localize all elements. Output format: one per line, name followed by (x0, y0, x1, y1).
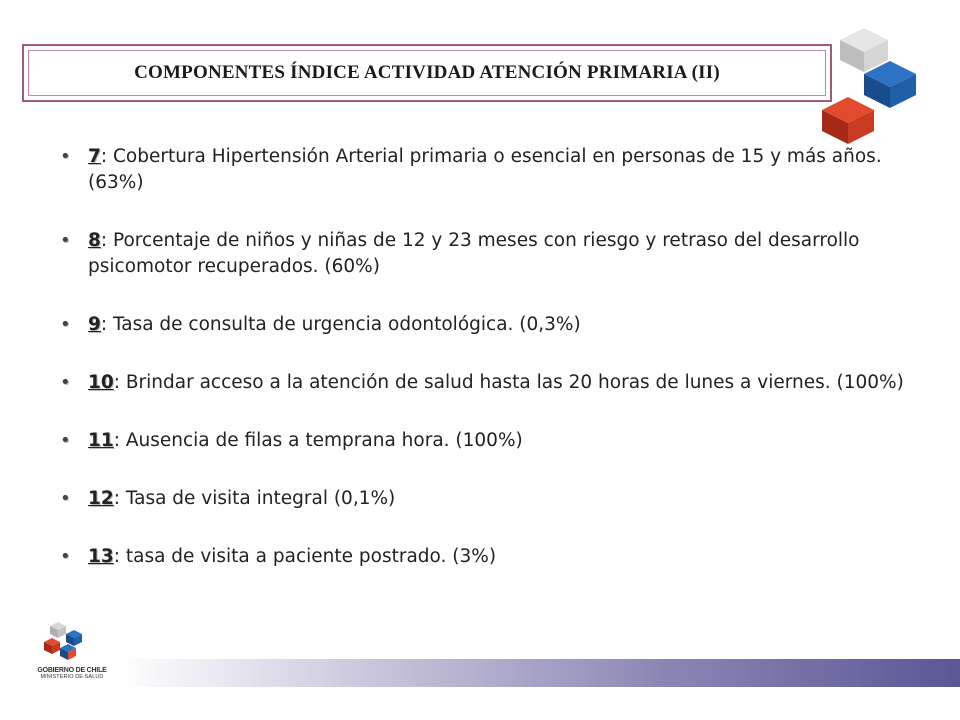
footer-gradient-bar (120, 659, 960, 687)
item-text: : Cobertura Hipertensión Arterial primaria o esencial en personas de 15 y más años. (63%) (88, 146, 882, 193)
bullet-icon: • (60, 430, 71, 451)
bullet-icon: • (60, 488, 71, 509)
gov-logo-line2: MINISTERIO DE SALUD (40, 674, 104, 680)
item-text: : Ausencia de filas a temprana hora. (100%) (113, 430, 523, 451)
list-item (60, 370, 905, 396)
gov-logo-line1: GOBIERNO DE CHILE (37, 667, 107, 674)
cubes-decoration-icon (818, 28, 928, 148)
title-box-inner (28, 50, 826, 96)
slide-title: COMPONENTES ÍNDICE ACTIVIDAD ATENCIÓN PRIMARIA (II) (134, 62, 720, 83)
item-number: 11 (88, 430, 114, 451)
gov-logo-text (22, 667, 122, 680)
list-item (60, 428, 905, 454)
item-number: 12 (88, 488, 114, 509)
item-number: 13 (88, 546, 114, 567)
bullet-icon: • (60, 546, 71, 567)
bullet-icon: • (60, 230, 71, 251)
gobierno-de-chile-logo-icon (36, 616, 96, 666)
item-text: : Tasa de visita integral (0,1%) (113, 488, 396, 509)
list-item (60, 228, 905, 280)
bullet-icon: • (60, 146, 71, 167)
list-item (60, 544, 905, 570)
list-item (60, 144, 905, 196)
item-text: : tasa de visita a paciente postrado. (3%) (113, 546, 497, 567)
item-number: 10 (88, 372, 114, 393)
item-text: : Porcentaje de niños y niñas de 12 y 23 meses con riesgo y retraso del desarrollo psicomotor recuperados. (60%) (88, 230, 860, 277)
item-number: 9 (88, 314, 101, 335)
title-box (22, 44, 832, 102)
bullet-icon: • (60, 314, 71, 335)
list-item (60, 312, 905, 338)
item-number: 8 (88, 230, 101, 251)
bullet-icon: • (60, 372, 71, 393)
item-text: : Tasa de consulta de urgencia odontológica. (0,3%) (100, 314, 581, 335)
item-text: : Brindar acceso a la atención de salud hasta las 20 horas de lunes a viernes. (100%) (113, 372, 904, 393)
item-number: 7 (88, 146, 101, 167)
list-item (60, 486, 905, 512)
indicator-list (60, 144, 905, 570)
